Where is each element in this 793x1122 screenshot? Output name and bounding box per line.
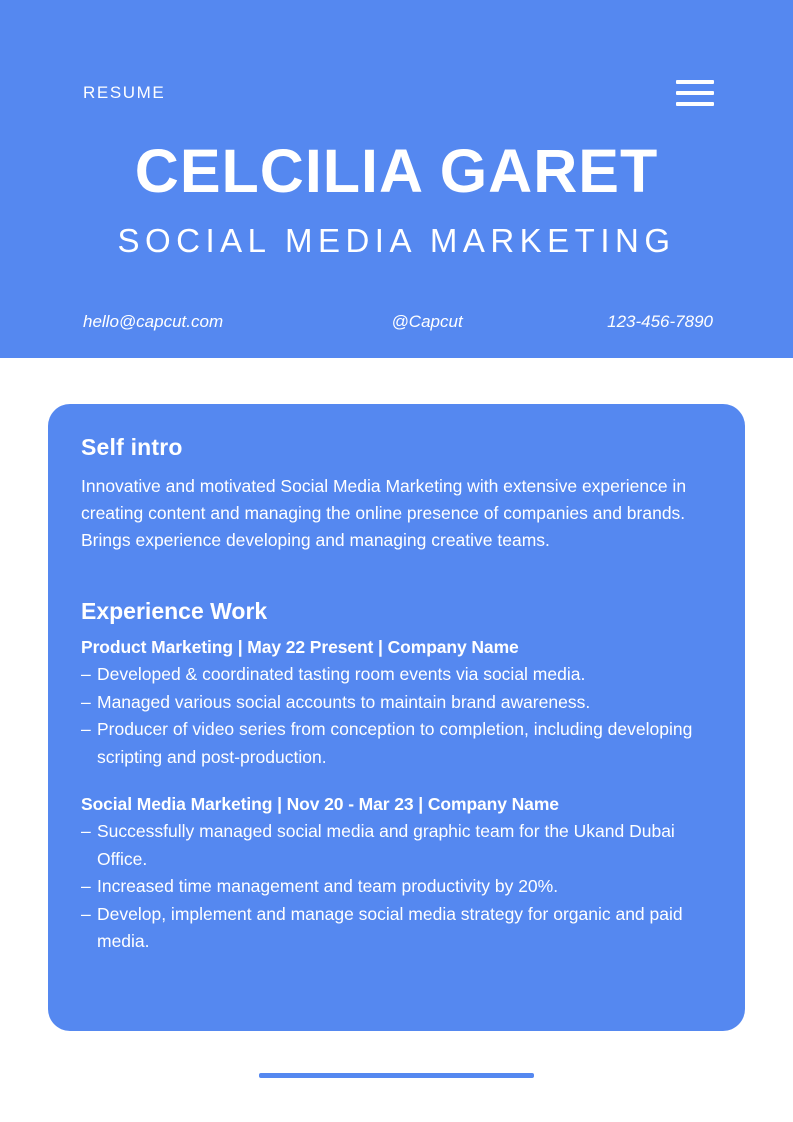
header-top-row [83, 80, 714, 106]
content-card [48, 404, 745, 1031]
contact-phone[interactable]: 123-456-7890 [607, 312, 713, 331]
job-bullet-list [81, 661, 713, 771]
list-item: – Producer of video series from conception to completion, including developing scripting and post-production. [81, 716, 713, 771]
footer-accent-bar [259, 1073, 534, 1078]
header-banner [0, 0, 793, 358]
contact-row [83, 312, 713, 332]
job-heading: Social Media Marketing | Nov 20 - Mar 23 | Company Name [81, 794, 559, 815]
page-title: CELCILIA GARET [134, 137, 659, 205]
job-bullet-list [81, 818, 713, 955]
list-item: – Increased time management and team productivity by 20%. [81, 873, 713, 900]
list-item: – Managed various social accounts to maintain brand awareness. [81, 689, 713, 716]
contact-email[interactable]: hello@capcut.com [83, 312, 224, 331]
list-item: – Developed & coordinated tasting room events via social media. [81, 661, 713, 688]
experience-entry [81, 794, 713, 955]
contact-handle[interactable]: @Capcut [391, 312, 463, 331]
list-item: – Develop, implement and manage social media strategy for organic and paid media. [81, 901, 713, 956]
self-intro-text: Innovative and motivated Social Media Marketing with extensive experience in creating content and managing the online presence of companies and brands. Brings experience developing and managing creative teams. [81, 476, 687, 551]
list-item: – Successfully managed social media and graphic team for the Ukand Dubai Office. [81, 818, 713, 873]
job-role-subtitle: SOCIAL MEDIA MARKETING [117, 222, 676, 259]
menu-bar-3 [676, 102, 714, 106]
job-heading: Product Marketing | May 22 Present | Company Name [81, 637, 519, 658]
hamburger-menu-icon[interactable] [676, 80, 714, 106]
experience-title: Experience Work [81, 598, 268, 625]
menu-bar-1 [676, 80, 714, 84]
menu-bar-2 [676, 91, 714, 95]
resume-label: RESUME [83, 83, 166, 102]
self-intro-title: Self intro [81, 434, 183, 460]
experience-entry [81, 637, 713, 771]
